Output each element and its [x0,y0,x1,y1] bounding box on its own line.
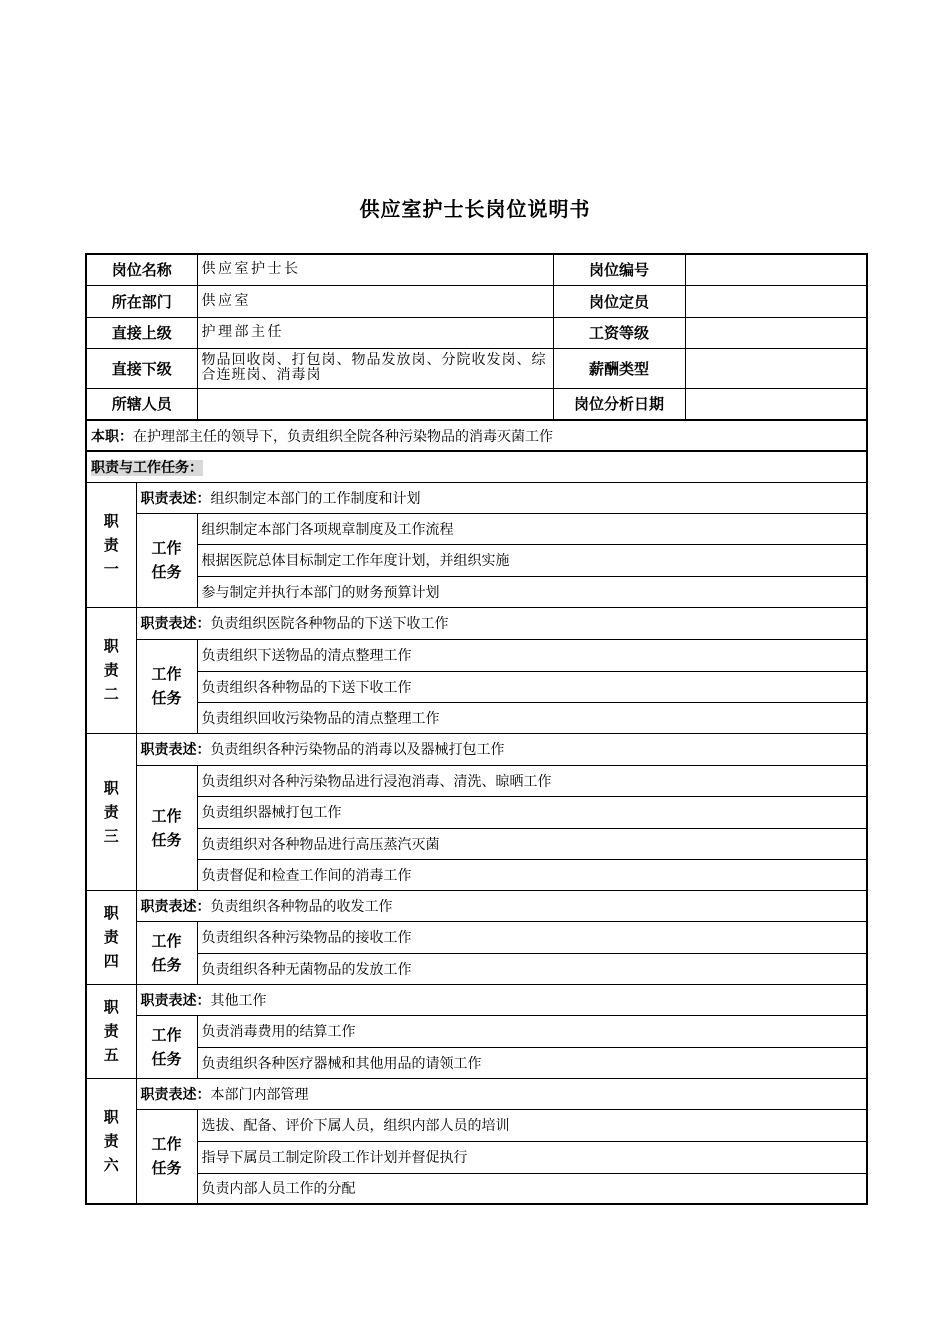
department-label: 所在部门 [86,285,197,317]
department-value: 供应室 [197,285,553,317]
duty-task-row [86,1141,867,1173]
task-label-line: 工作 [151,1135,182,1154]
salary-grade-label: 工资等级 [553,317,685,348]
duty-description [136,482,867,513]
row-department [86,285,867,317]
duty-description-text: 组织制定本部门的工作制度和计划 [210,490,421,507]
row-subordinate [86,348,867,388]
headcount-value [685,285,867,317]
duty-name-char: 一 [103,559,119,578]
task-label-line: 工作 [151,806,182,825]
task-label-line: 任务 [151,1159,182,1178]
duty-description-text: 负责组织各种污染物品的消毒以及器械打包工作 [210,742,505,758]
task-label [136,1109,197,1204]
duty-task-row [86,765,867,796]
duty-name-char: 职 [103,904,119,922]
duty-name-char: 二 [103,685,119,703]
task-item: 负责组织对各种污染物品进行浸泡消毒、清洗、晾晒工作 [197,765,867,796]
task-item: 参与制定并执行本部门的财务预算计划 [197,576,867,607]
document-title: 供应室护士长岗位说明书 [359,197,591,221]
duty-description-row [86,733,867,765]
duty-task-row [86,953,867,984]
task-item: 负责督促和检查工作间的消毒工作 [197,859,867,890]
task-item: 负责组织对各种物品进行高压蒸汽灭菌 [197,828,867,859]
task-label-line: 工作 [151,931,182,950]
row-staff [86,388,867,420]
position-name-value: 供应室护士长 [197,254,553,285]
task-label-line: 工作 [151,539,182,557]
duty-task-row [86,1109,867,1141]
duty-description-label: 职责表述： [140,1086,211,1103]
job-description-table [85,253,868,1205]
task-label [136,639,197,733]
duty-description-label: 职责表述： [140,742,211,758]
position-name-label: 岗位名称 [86,254,197,285]
salary-grade-value [685,317,867,348]
row-superior [86,317,867,348]
duty-name-char: 三 [103,826,119,845]
task-label-line: 任务 [151,955,182,974]
task-item: 根据医院总体目标制定工作年度计划，并组织实施 [197,544,867,576]
task-item: 负责消毒费用的结算工作 [197,1015,867,1047]
duty-name-char: 六 [103,1155,119,1174]
row-position-name [86,254,867,285]
duty-description [136,890,867,921]
duty-name-char: 责 [103,802,119,821]
duty-description-label: 职责表述： [140,898,211,915]
duty-description-text: 本部门内部管理 [210,1086,309,1103]
core-duty-text: 在护理部主任的领导下，负责组织全院各种污染物品的消毒灭菌工作 [133,428,553,445]
analysis-date-value [685,388,867,420]
task-label [136,765,197,890]
duty-description-text: 负责组织各种物品的收发工作 [210,898,393,915]
task-label-line: 工作 [151,1025,182,1044]
duty-task-row [86,796,867,828]
duty-task-row [86,639,867,671]
duty-task-row [86,1047,867,1078]
task-item: 指导下属员工制定阶段工作计划并督促执行 [197,1141,867,1173]
duty-task-row [86,544,867,576]
task-item: 负责组织各种无菌物品的发放工作 [197,953,867,984]
duty-description-row [86,607,867,639]
task-label-line: 任务 [151,563,182,581]
task-item: 负责组织各种污染物品的接收工作 [197,921,867,953]
duty-description-label: 职责表述： [140,616,211,632]
duty-name [86,890,136,984]
position-no-label: 岗位编号 [553,254,685,285]
duty-description-text: 其他工作 [210,992,267,1009]
duty-name-char: 五 [103,1046,119,1064]
duty-name [86,1078,136,1204]
duty-name [86,733,136,890]
task-label [136,1015,197,1078]
duty-name [86,607,136,733]
core-duty [86,420,867,451]
duty-task-row [86,513,867,544]
duty-name-char: 责 [103,1022,119,1040]
superior-value: 护理部主任 [197,317,553,348]
task-label-line: 任务 [151,1049,182,1068]
duties-header [86,451,867,482]
duty-description-row [86,984,867,1015]
headcount-label: 岗位定员 [553,285,685,317]
task-label-line: 工作 [151,665,182,683]
duty-description [136,1078,867,1109]
analysis-date-label: 岗位分析日期 [553,388,685,420]
core-duty-label: 本职： [91,428,133,445]
duty-name-char: 责 [103,535,119,554]
duty-description-text: 负责组织医院各种物品的下送下收工作 [210,616,449,632]
task-label-line: 任务 [151,830,182,849]
duty-task-row [86,859,867,890]
duty-name-char: 责 [103,661,119,679]
subordinate-value: 物品回收岗、打包岗、物品发放岗、分院收发岗、综合连班岗、消毒岗 [197,348,553,388]
task-item: 负责组织器械打包工作 [197,796,867,828]
salary-type-value [685,348,867,388]
duty-name [86,482,136,607]
duty-task-row [86,921,867,953]
duty-name [86,984,136,1078]
duty-name-char: 责 [103,1131,119,1150]
duty-description-row [86,1078,867,1109]
duty-name-char: 职 [103,637,119,655]
task-item: 负责组织回收污染物品的清点整理工作 [197,702,867,733]
staff-value [197,388,553,420]
duty-name-char: 四 [103,952,119,970]
task-item: 组织制定本部门各项规章制度及工作流程 [197,513,867,544]
duty-description-row [86,482,867,513]
duty-task-row [86,671,867,702]
task-item: 负责组织下送物品的清点整理工作 [197,639,867,671]
task-item: 负责组织各种物品的下送下收工作 [197,671,867,702]
task-item: 负责内部人员工作的分配 [197,1173,867,1204]
superior-label: 直接上级 [86,317,197,348]
subordinate-label: 直接下级 [86,348,197,388]
duty-task-row [86,576,867,607]
duty-task-row [86,1173,867,1204]
staff-label: 所辖人员 [86,388,197,420]
task-label [136,921,197,984]
duty-task-row [86,828,867,859]
duty-description [136,733,867,765]
position-no-value [685,254,867,285]
duty-name-char: 职 [103,1107,119,1126]
duty-task-row [86,1015,867,1047]
duty-description-label: 职责表述： [140,490,211,507]
salary-type-label: 薪酬类型 [553,348,685,388]
duties-header-text: 职责与工作任务： [91,459,203,476]
duty-description-label: 职责表述： [140,992,211,1009]
duty-name-char: 职 [103,998,119,1016]
task-label-line: 任务 [151,689,182,707]
duty-name-char: 责 [103,928,119,946]
row-duties-header [86,451,867,482]
duty-description-row [86,890,867,921]
duty-description [136,984,867,1015]
duty-description [136,607,867,639]
task-item: 选拔、配备、评价下属人员，组织内部人员的培训 [197,1109,867,1141]
task-item: 负责组织各种医疗器械和其他用品的请领工作 [197,1047,867,1078]
duty-name-char: 职 [103,511,119,530]
duty-name-char: 职 [103,778,119,797]
task-label [136,513,197,607]
row-core-duty [86,420,867,451]
duty-task-row [86,702,867,733]
